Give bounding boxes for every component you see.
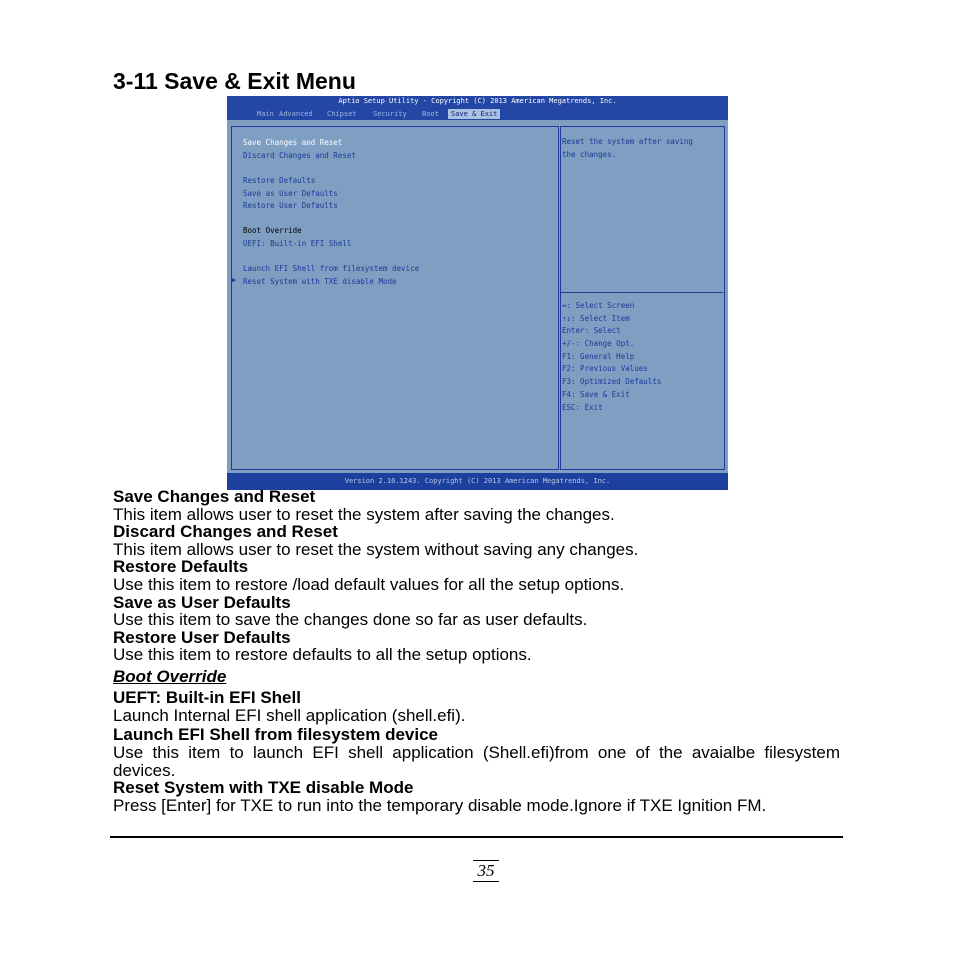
submenu-arrow-icon: ▶ (232, 276, 237, 284)
desc-uefi-shell: Launch Internal EFI shell application (shell.efi). (113, 706, 466, 725)
bios-key-hint: ↑↓: Select Item (562, 314, 630, 323)
bios-key-hint: F4: Save & Exit (562, 390, 630, 399)
tab-security[interactable]: Security (373, 110, 407, 118)
heading-save-changes-reset: Save Changes and Reset (113, 487, 316, 506)
desc-launch-efi-shell: Use this item to launch EFI shell application (Shell.efi)from one of the avaialbe filesystem devices. (113, 743, 840, 780)
heading-uefi-shell: UEFT: Built-in EFI Shell (113, 688, 301, 707)
tab-chipset[interactable]: Chipset (327, 110, 357, 118)
desc-save-changes-reset: This item allows user to reset the system after saving the changes. (113, 505, 615, 524)
bios-help-divider (561, 292, 723, 293)
heading-save-user-defaults: Save as User Defaults (113, 593, 291, 612)
bios-key-hint: +/-: Change Opt. (562, 339, 635, 348)
bios-key-hint: F3: Optimized Defaults (562, 377, 662, 386)
bios-boot-override-heading: Boot Override (243, 226, 302, 235)
desc-restore-defaults: Use this item to restore /load default values for all the setup options. (113, 575, 625, 594)
bios-option-restore-defaults[interactable]: Restore Defaults (243, 176, 316, 185)
desc-save-user-defaults: Use this item to save the changes done so far as user defaults. (113, 610, 588, 629)
bios-version-text: Version 2.16.1243. Copyright (C) 2013 American Megatrends, Inc. (344, 477, 611, 485)
heading-restore-user-defaults: Restore User Defaults (113, 628, 291, 647)
page-title: 3-11 Save & Exit Menu (113, 68, 356, 94)
bios-option-restore-user-defaults[interactable]: Restore User Defaults (243, 201, 338, 210)
desc-discard-changes-reset: This item allows user to reset the system without saving any changes. (113, 540, 639, 559)
bios-option-save-changes-reset[interactable]: Save Changes and Reset (243, 138, 343, 147)
bios-screenshot (227, 96, 728, 490)
footer-divider (110, 836, 843, 838)
page-number: 35 (473, 860, 499, 882)
tab-save-exit[interactable]: Save & Exit (448, 109, 500, 119)
bios-title-bar (227, 96, 728, 107)
bios-key-hint: F2: Previous Values (562, 364, 648, 373)
bios-help-text-line: the changes. (562, 150, 617, 159)
bios-menu-bar (227, 107, 728, 120)
bios-help-text-line: Reset the system after saving (562, 137, 693, 146)
bios-key-hint: ↔: Select Screen (562, 301, 635, 310)
bios-option-reset-txe[interactable]: Reset System with TXE disable Mode (243, 277, 397, 286)
heading-discard-changes-reset: Discard Changes and Reset (113, 522, 338, 541)
bios-option-uefi-shell[interactable]: UEFI: Built-in EFI Shell (243, 239, 352, 248)
bios-option-save-user-defaults[interactable]: Save as User Defaults (243, 189, 338, 198)
heading-reset-txe: Reset System with TXE disable Mode (113, 778, 414, 797)
bios-key-hint: Enter: Select (562, 326, 621, 335)
tab-boot[interactable]: Boot (422, 110, 439, 118)
bios-key-hint: ESC: Exit (562, 403, 603, 412)
heading-boot-override: Boot Override (113, 667, 227, 686)
bios-header-text: Aptio Setup Utility - Copyright (C) 2013 American Megatrends, Inc. (338, 97, 617, 105)
heading-restore-defaults: Restore Defaults (113, 557, 249, 576)
bios-option-discard-changes-reset[interactable]: Discard Changes and Reset (243, 151, 356, 160)
tab-main[interactable]: Main (257, 110, 274, 118)
bios-option-launch-efi-shell[interactable]: Launch EFI Shell from filesystem device (243, 264, 420, 273)
desc-reset-txe: Press [Enter] for TXE to run into the temporary disable mode.Ignore if TXE Ignition FM. (113, 796, 767, 815)
desc-restore-user-defaults: Use this item to restore defaults to all the setup options. (113, 645, 532, 664)
bios-key-hint: F1: General Help (562, 352, 635, 361)
tab-advanced[interactable]: Advanced (279, 110, 313, 118)
bios-help-panel (560, 126, 725, 470)
heading-launch-efi-shell: Launch EFI Shell from filesystem device (113, 725, 438, 744)
